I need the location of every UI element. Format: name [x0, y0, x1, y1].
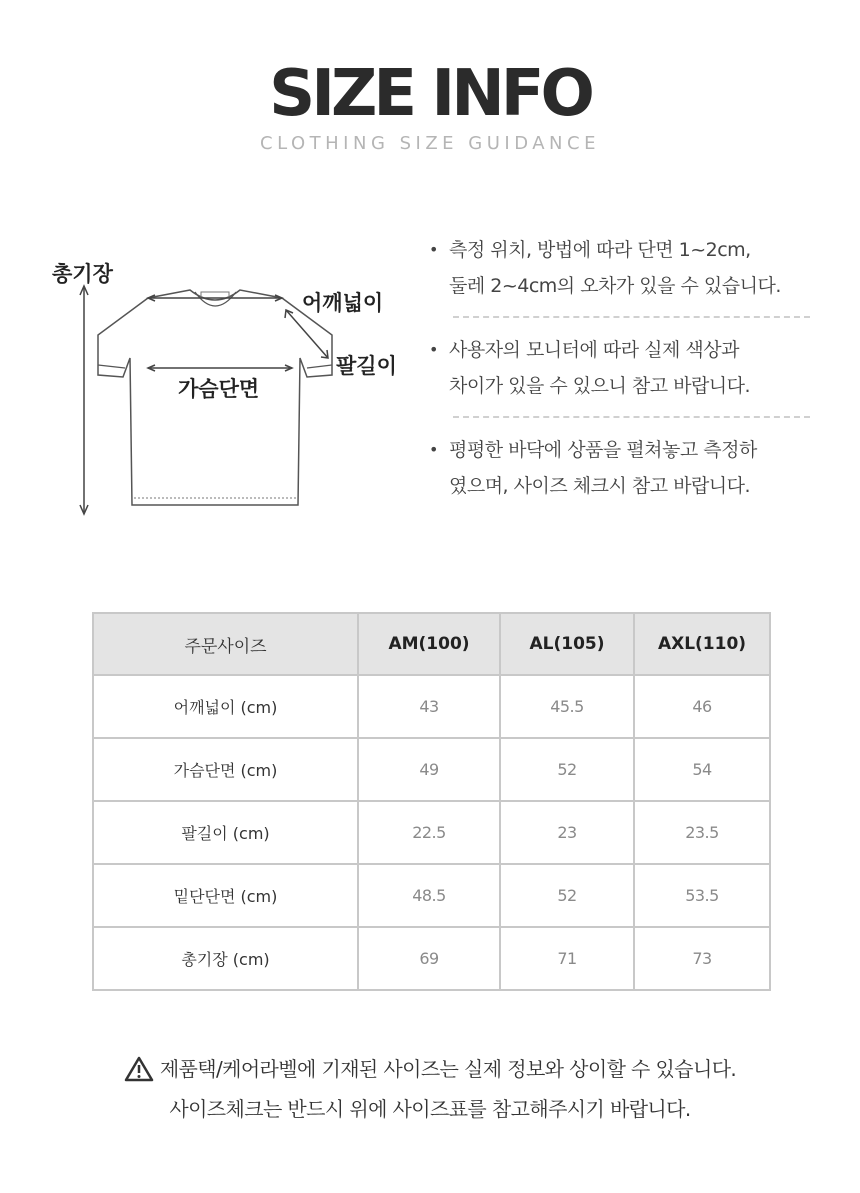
note-line: 평평한 바닥에 상품을 펼쳐놓고 측정하: [449, 439, 757, 461]
row-label: 가슴단면 (cm): [93, 738, 358, 801]
chest-width-label: 가슴단면: [178, 377, 260, 401]
column-header: AM(100): [358, 613, 500, 675]
note-line: 둘레 2~4cm의 오차가 있을 수 있습니다.: [449, 275, 781, 297]
page-title: SIZE INFO: [269, 57, 591, 131]
footer-line-2: 사이즈체크는 반드시 위에 사이즈표를 참고해주시기 바랍니다.: [169, 1097, 691, 1121]
bullet-icon: •: [429, 440, 438, 459]
table-row: [93, 927, 770, 990]
row-label: 팔길이 (cm): [93, 801, 358, 864]
table-row: [93, 675, 770, 738]
footer-line-1: [0, 1052, 860, 1092]
bullet-icon: •: [429, 340, 438, 359]
notes-list: [425, 232, 820, 504]
table-cell: 54: [634, 738, 770, 801]
table-header-row: [93, 613, 770, 675]
note-line: 였으며, 사이즈 체크시 참고 바랍니다.: [449, 475, 751, 497]
note-item: [425, 432, 820, 504]
table-cell: 53.5: [634, 864, 770, 927]
bullet-icon: •: [429, 240, 438, 259]
column-header: 주문사이즈: [93, 613, 358, 675]
table-cell: 23: [500, 801, 634, 864]
page-subtitle: CLOTHING SIZE GUIDANCE: [260, 133, 600, 154]
table-cell: 49: [358, 738, 500, 801]
table-cell: 48.5: [358, 864, 500, 927]
total-length-label: 총기장: [52, 262, 113, 286]
footer-text: 제품택/케어라벨에 기재된 사이즈는 실제 정보와 상이할 수 있습니다.: [159, 1057, 737, 1081]
table-cell: 23.5: [634, 801, 770, 864]
dashed-divider: [453, 316, 810, 318]
column-header: AXL(110): [634, 613, 770, 675]
size-table: [92, 612, 771, 991]
table-cell: 45.5: [500, 675, 634, 738]
row-label: 총기장 (cm): [93, 927, 358, 990]
table-row: [93, 864, 770, 927]
table-row: [93, 738, 770, 801]
note-line: 측정 위치, 방법에 따라 단면 1~2cm,: [449, 239, 751, 261]
note-item: [425, 332, 820, 404]
sleeve-length-label: 팔길이: [336, 354, 397, 378]
dashed-divider: [453, 416, 810, 418]
note-line: 사용자의 모니터에 따라 실제 색상과: [449, 339, 739, 361]
table-cell: 43: [358, 675, 500, 738]
table-row: [93, 801, 770, 864]
table-cell: 52: [500, 864, 634, 927]
table-cell: 71: [500, 927, 634, 990]
column-header: AL(105): [500, 613, 634, 675]
measurement-diagram: [40, 240, 420, 540]
warning-triangle-icon: [124, 1056, 154, 1092]
table-cell: 52: [500, 738, 634, 801]
shoulder-width-label: 어깨넓이: [302, 291, 384, 315]
table-cell: 73: [634, 927, 770, 990]
footer-notice: [0, 1052, 860, 1126]
table-cell: 46: [634, 675, 770, 738]
table-cell: 22.5: [358, 801, 500, 864]
row-label: 밑단단면 (cm): [93, 864, 358, 927]
note-line: 차이가 있을 수 있으니 참고 바랍니다.: [449, 375, 751, 397]
row-label: 어깨넓이 (cm): [93, 675, 358, 738]
note-item: [425, 232, 820, 304]
table-cell: 69: [358, 927, 500, 990]
